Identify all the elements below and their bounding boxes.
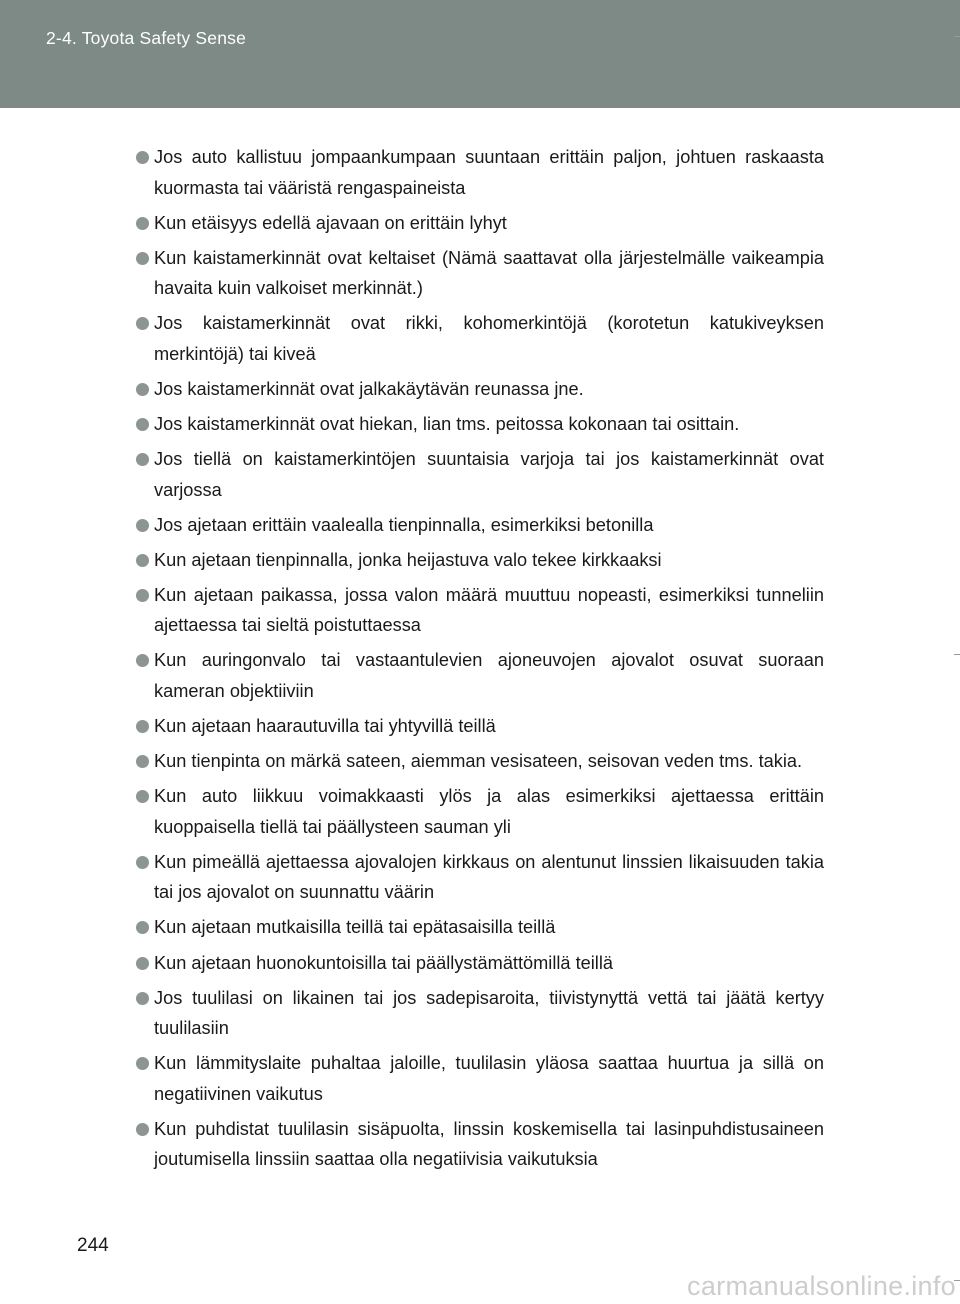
list-item-text: Kun tienpinta on märkä sateen, aiemman vesisateen, seisovan veden tms. takia. [154,751,803,772]
list-item-text: Kun ajetaan paikassa, jossa valon määrä muuttuu nopeasti, esimerkiksi tunneliin ajettaessa tai sieltä poistuttaessa [154,584,824,636]
bullet-icon [136,383,149,396]
bullet-icon [136,554,149,567]
list-item [136,444,824,505]
crop-mark-top [954,36,960,37]
bullet-icon [136,217,149,230]
list-item [136,1114,824,1175]
bullet-icon [136,992,149,1005]
list-item [136,711,824,742]
list-item [136,510,824,541]
bullet-icon [136,151,149,164]
list-item-text: Kun lämmityslaite puhaltaa jaloille, tuulilasin yläosa saattaa huurtua ja sillä on negatiivinen vaikutus [154,1053,824,1104]
list-item [136,374,824,405]
list-item [136,847,824,908]
list-item-text: Kun auto liikkuu voimakkaasti ylös ja alas esimerkiksi ajettaessa erittäin kuoppaisella tiellä tai päällysteen sauman yli [154,786,824,837]
watermark: carmanualsonline.info [687,1271,956,1301]
list-item [136,948,824,979]
page-number: 244 [77,1235,109,1256]
list-item-text: Jos tuulilasi on likainen tai jos sadepisaroita, tiivistynyttä vettä tai jäätä kertyy tuulilasiin [154,987,824,1039]
list-item [136,308,824,369]
list-item [136,645,824,706]
bullet-icon [136,790,149,803]
list-item [136,208,824,239]
crop-mark-middle [954,654,960,655]
list-item [136,409,824,440]
list-item-text: Kun ajetaan haarautuvilla tai yhtyvillä teillä [154,716,496,737]
bullet-icon [136,1057,149,1070]
bullet-icon [136,720,149,733]
header-band [0,0,960,108]
bullet-icon [136,453,149,466]
list-item-text: Jos tiellä on kaistamerkintöjen suuntaisia varjoja tai jos kaistamerkinnät ovat varjossa [154,449,824,500]
list-item [136,580,824,641]
list-item-text: Kun ajetaan tienpinnalla, jonka heijastuva valo tekee kirkkaaksi [154,549,662,570]
bullet-icon [136,418,149,431]
bullet-icon [136,755,149,768]
list-item-text: Kun kaistamerkinnät ovat keltaiset (Nämä saattavat olla järjestelmälle vaikeampia havaita kuin valkoiset merkinnät.) [154,247,824,299]
list-item [136,781,824,842]
bullet-icon [136,317,149,330]
bullet-icon [136,1123,149,1136]
bullet-icon [136,589,149,602]
list-item [136,243,824,304]
list-item [136,1048,824,1109]
list-item-text: Jos ajetaan erittäin vaalealla tienpinnalla, esimerkiksi betonilla [154,514,654,535]
list-item-text: Kun etäisyys edellä ajavaan on erittäin lyhyt [154,212,507,233]
list-item-text: Jos auto kallistuu jompaankumpaan suuntaan erittäin paljon, johtuen raskaasta kuormasta tai vääristä rengaspaineista [154,147,824,198]
list-item [136,912,824,943]
bullet-icon [136,957,149,970]
list-item [136,545,824,576]
list-item [136,142,824,203]
bullet-icon [136,519,149,532]
list-item [136,983,824,1044]
list-item-text: Kun pimeällä ajettaessa ajovalojen kirkkaus on alentunut linssien likaisuuden takia tai jos ajovalot on suunnattu väärin [154,851,824,903]
list-item [136,746,824,777]
list-item-text: Jos kaistamerkinnät ovat jalkakäytävän reunassa jne. [154,378,584,399]
list-item-text: Kun ajetaan mutkaisilla teillä tai epätasaisilla teillä [154,917,556,938]
list-item-text: Kun puhdistat tuulilasin sisäpuolta, linssin koskemisella tai lasinpuhdistusaineen joutumisella linssiin saattaa olla negatiivisia vaikutuksia [154,1118,824,1170]
bullet-icon [136,856,149,869]
bullet-list [136,142,824,1179]
section-title: 2-4. Toyota Safety Sense [46,28,247,48]
list-item-text: Jos kaistamerkinnät ovat hiekan, lian tms. peitossa kokonaan tai osittain. [154,413,740,434]
bullet-icon [136,654,149,667]
bullet-icon [136,921,149,934]
list-item-text: Jos kaistamerkinnät ovat rikki, kohomerkintöjä (korotetun katukiveyksen merkintöjä) tai kiveä [154,313,824,364]
bullet-icon [136,252,149,265]
list-item-text: Kun auringonvalo tai vastaantulevien ajoneuvojen ajovalot osuvat suoraan kameran objektiiviin [154,650,824,701]
list-item-text: Kun ajetaan huonokuntoisilla tai päällystämättömillä teillä [154,952,614,973]
